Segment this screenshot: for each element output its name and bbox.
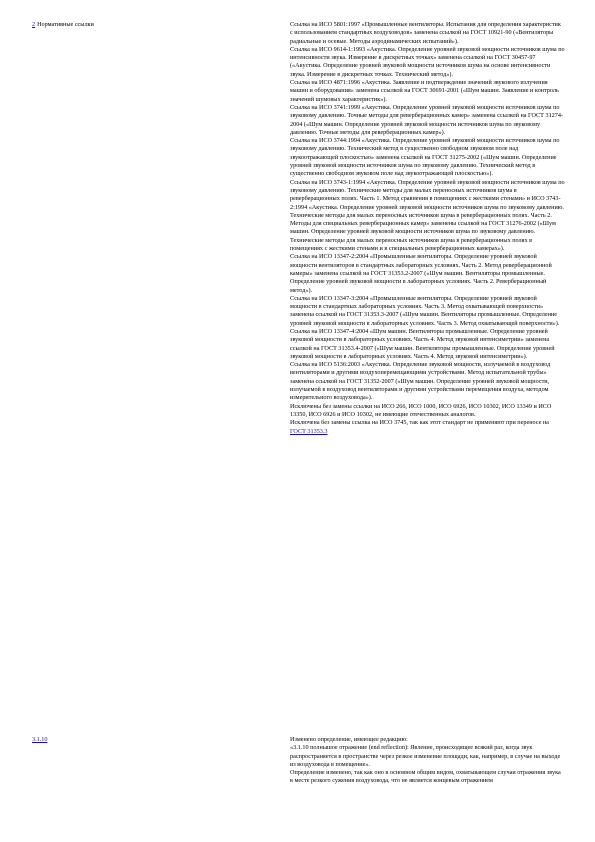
body-paragraph: Ссылка на ИСО 5801:1997 «Промышленные вентиляторы. Испытания для определения характеристик с использованием стандартных воздуховодов» заменена ссылкой на ГОСТ 10921-90 («Вентиляторы радиальные и осевые. Методы аэродинамических испытаний»). xyxy=(290,21,561,45)
body-paragraph: «3.1.10 полнышое отражение (end reflection): Явление, происходящее всякий раз, когда звук распространяется в пространстве через резкое изменение площади, как, например, в случае на выходе из воздуховода в помещение». xyxy=(290,744,561,768)
body-paragraph: Исключены без замены ссылки на ИСО 266, ИСО 1000, ИСО 6926, ИСО 10302, ИСО 13349 и ИСО 13350, ИСО 6926 и ИСО 10302, не имеющие отечественных аналогов. xyxy=(290,402,552,418)
section-number-link[interactable]: 2 xyxy=(32,21,36,28)
body-paragraph: Ссылка на ИСО 3743-1:1994 «Акустика. Определение уровней звуковой мощности источников шума по звуковому давлению. Технические методы для малых переносных источников шума в реверберационных полях. Часть 1. Метод сравнения в помещениях с жесткими стенами» и ИСО 3743-2:1994 «Акустика. Определение уровней звуковой мощности источников шума по звуковому давлению. Технические методы для малых переносных источников шума в реверберационных полях. Часть 2. Методы для специальных реверберационных камер» заменены ссылкой на ГОСТ 31276-2002 («Шум машин. Определение уровней звуковой мощности источников шума по звуковому давлению. Технические методы для малых переносных источников шума в реверберационных полях в помещениях с жесткими стенами и в специальных реверберационных камерах»). xyxy=(290,178,565,253)
section-body xyxy=(290,736,565,786)
section-label xyxy=(32,736,282,744)
body-paragraph-with-link xyxy=(290,419,565,436)
body-paragraph: Ссылка на ИСО 3744:1994 «Акустика. Определение уровней звуковой мощности источников шума по звуковому давлению. Технический метод в существенно свободном звуковом поле над звукоотражающей плоскостью» заменена ссылкой на ГОСТ 31275-2002 («Шум машин. Определение уровней звуковой мощности источников шума по звуковому давлению. Технический метод в существенно свободном звуковом поле над звукоотражающей плоскостью»). xyxy=(290,137,560,178)
body-paragraph: Ссылка на ИСО 3741:1999 «Акустика. Определение уровней звуковой мощности источников шума по звуковому давлению. Точные методы для реверберационных камер» заменена ссылкой на ГОСТ 31274-2004 («Шум машин. Определение уровней звуковой мощности источников шума по звуковому давлению. Точные методы для реверберационных камер»). xyxy=(290,103,564,136)
body-paragraph: Изменено определение, имеющее редакцию: xyxy=(290,736,408,743)
body-paragraph: Ссылка на ИСО 13347-4:2004 «Шум машин. Вентиляторы промышленные. Определение уровней звуковой мощности в лабораторных условиях. Часть 4. Метод звуковой интенсиметрии» заменена ссылкой на ГОСТ 31353.4-2007 («Шум машин. Вентиляторы промышленные. Определение уровней звуковой мощности в лабораторных условиях. Часть 4. Метод звуковой интенсиметрии»). xyxy=(290,327,555,360)
body-paragraph: Определение изменено, так как оно в основном общим видом, охватывающем случаи отражения звука в месте резкого сужения воздуховода, что не является концевым отражением xyxy=(290,769,561,785)
body-paragraph: Ссылка на ИСО 13347-3:2004 «Промышленные вентиляторы. Определение уровней звуковой мощности в стандартных лабораторных условиях. Часть 3. Метод охватывающей поверхности» заменена ссылкой на ГОСТ 31353.3-2007 («Шум машин. Вентиляторы промышленные. Определение уровней звуковой мощности в лабораторных условиях. Часть 3. Метод охватывающей поверхности»). xyxy=(290,294,560,327)
body-paragraph: Ссылка на ИСО 5136:2003 «Акустика. Определение звуковой мощности, излучаемой в воздуховод вентиляторами и другими воздухоперемещающими устройствами. Метод испытательной трубы» заменена ссылкой на ГОСТ 31352-2007 («Шум машин. Определение уровней звуковой мощности, излучаемой в воздуховод вентиляторами и другими устройствами перемещения воздуха, методом измерительного воздуховода»). xyxy=(290,361,551,402)
body-paragraph: Ссылка на ИСО 9614-1:1993 «Акустика. Определение уровней звуковой мощности источников шума по интенсивности звука. Измерение в дискретных точках» заменена ссылкой на ГОСТ 30457-97 («Акустика. Определение уровней звуковой мощности источников шума на основе интенсивности звука. Измерение в дискретных точках. Технический метод»). xyxy=(290,45,565,78)
body-paragraph: Ссылка на ИСО 13347-2:2004 «Промышленные вентиляторы. Определение уровней звуковой мощности вентиляторов в стандартных лабораторных условиях. Часть 2. Метод реверберационной камеры» заменена ссылкой на ГОСТ 31353.2-2007 («Шум машин. Вентиляторы промышленные. Определение уровней звуковой мощности в лабораторных условиях. Часть 2. Реверберационный метод»). xyxy=(290,253,552,294)
section-number-link[interactable]: 3.1.10 xyxy=(32,736,48,743)
section-title: Нормативные ссылки xyxy=(37,21,94,28)
section-body xyxy=(290,21,565,436)
body-paragraph: Ссылка на ИСО 4871:1996 «Акустика. Заявление и подтверждение значений звукового излучения машин и оборудования» заменена ссылкой на ГОСТ 30691-2001 («Шум машин. Заявление и контроль значений шумовых характеристик»). xyxy=(290,79,559,103)
body-text: Исключена без замены ссылка на ИСО 3745, так как этот стандарт не применяют при переносе на xyxy=(290,419,549,427)
section-label xyxy=(32,21,282,29)
gost-link[interactable]: ГОСТ 31353.3 xyxy=(290,427,328,435)
